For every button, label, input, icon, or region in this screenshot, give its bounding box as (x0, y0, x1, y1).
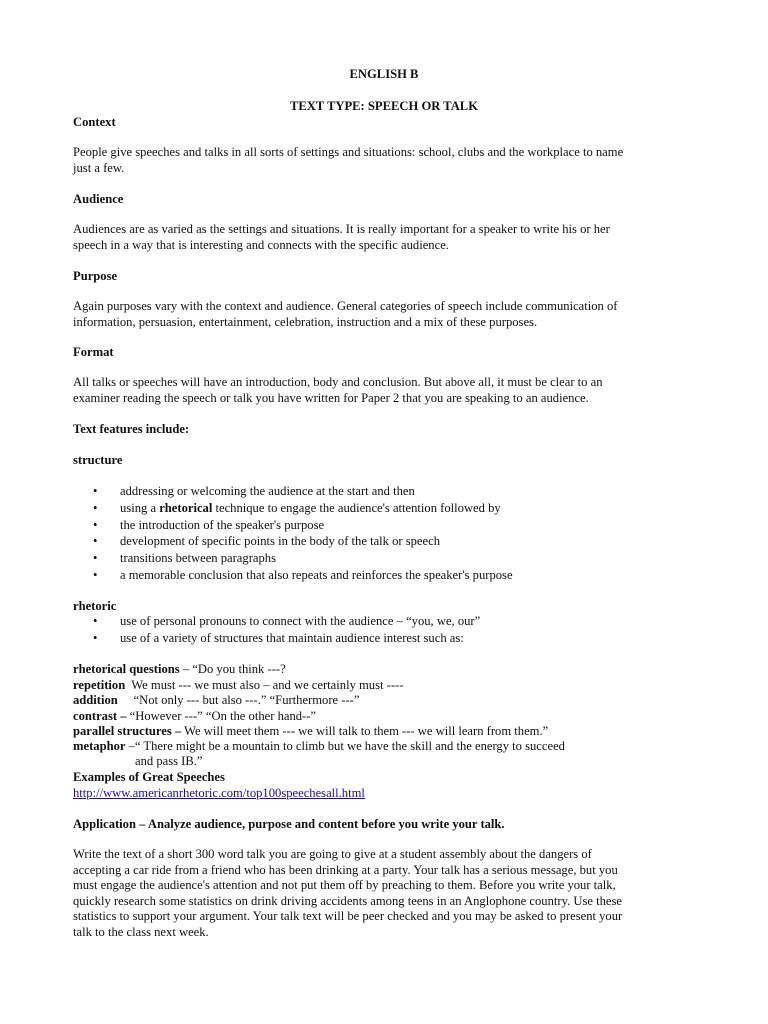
device-addition: addition “Not only --- but also ---.” “Furthermore ---” (73, 693, 360, 707)
list-item: • transitions between paragraphs (93, 551, 276, 566)
bullet-icon: • (93, 500, 98, 515)
device-repetition: repetition We must --- we must also – and we certainly must ---- (73, 678, 404, 692)
application-line: statistics to support your argument. Your talk text will be peer checked and you may be asked to present your (73, 909, 623, 924)
audience-line: Audiences are as varied as the settings and situations. It is really important for a speaker to write his or her (73, 222, 610, 236)
application-line: accepting a car ride from a friend who has been drinking at a party. Your talk has a serious message, but you (73, 862, 618, 877)
text-type-title: TEXT TYPE: SPEECH OR TALK (289, 99, 479, 113)
structure-heading: structure (73, 453, 123, 467)
device-rhetorical-questions: rhetorical questions – “Do you think ---? (73, 662, 286, 676)
rhetoric-heading: rhetoric (73, 599, 117, 613)
bullet-icon: • (93, 517, 98, 532)
purpose-line: information, persuasion, entertainment, celebration, instruction and a mix of these purposes. (73, 314, 538, 329)
rhetoric-list (93, 614, 480, 648)
list-item: • using a rhetorical technique to engage the audience's attention followed by (93, 500, 501, 515)
format-line: examiner reading the speech or talk you have written for Paper 2 that you are speaking to an audience. (73, 390, 589, 405)
device-parallel-structures: parallel structures – We will meet them --- we will talk to them --- we will learn from them.” (73, 724, 549, 738)
application-line: talk to the class next week. (73, 924, 209, 939)
examples-heading: Examples of Great Speeches (73, 770, 225, 784)
list-item: • addressing or welcoming the audience at the start and then (93, 484, 415, 498)
context-paragraph (73, 145, 703, 176)
bullet-icon: • (93, 484, 98, 498)
application-line: quickly research some statistics on drink driving accidents among teens in an Anglophone country. Use these (73, 893, 622, 908)
list-item: • a memorable conclusion that also repeats and reinforces the speaker's purpose (93, 567, 513, 582)
application-line: must engage the audience's attention and not put them off by preaching to them. Before you write your talk, (73, 878, 616, 893)
context-line: just a few. (73, 160, 125, 175)
list-item: • use of a variety of structures that maintain audience interest such as: (93, 630, 464, 645)
list-item: • use of personal pronouns to connect with the audience – “you, we, our” (93, 614, 481, 628)
features-heading: Text features include: (73, 422, 190, 436)
bullet-icon: • (93, 567, 98, 582)
structure-list (93, 484, 513, 585)
format-paragraph (73, 375, 703, 406)
rhetorical-term: rhetorical (159, 500, 213, 515)
purpose-line: Again purposes vary with the context and audience. General categories of speech include communication of (73, 299, 618, 313)
audience-line: speech in a way that is interesting and connects with the specific audience. (73, 237, 449, 252)
format-line: All talks or speeches will have an introduction, body and conclusion. But above all, it must be clear to an (73, 375, 603, 389)
examples-link-wrap (73, 786, 365, 802)
bullet-icon: • (93, 534, 98, 549)
application-heading: Application – Analyze audience, purpose and content before you write your talk. (73, 817, 505, 831)
purpose-paragraph (73, 299, 703, 330)
purpose-heading: Purpose (73, 269, 118, 283)
list-item: • the introduction of the speaker's purpose (93, 517, 325, 532)
course-title: ENGLISH B (349, 67, 419, 81)
context-line: People give speeches and talks in all sorts of settings and situations: school, clubs and the workplace to name (73, 145, 624, 159)
context-heading: Context (73, 115, 116, 129)
device-metaphor: metaphor –“ There might be a mountain to climb but we have the skill and the energy to succeed (73, 739, 565, 753)
application-paragraph (73, 847, 703, 941)
audience-heading: Audience (73, 192, 124, 206)
list-item: • development of specific points in the body of the talk or speech (93, 534, 441, 549)
bullet-icon: • (93, 630, 98, 645)
bullet-icon: • (93, 614, 98, 628)
device-contrast: contrast – “However ---” “On the other hand--” (73, 709, 317, 723)
audience-paragraph (73, 222, 703, 253)
speeches-link[interactable]: http://www.americanrhetoric.com/top100speechesall.html (73, 786, 365, 800)
application-line: Write the text of a short 300 word talk you are going to give at a student assembly about the dangers of (73, 847, 592, 861)
metaphor-continuation: and pass IB.” (135, 754, 203, 768)
bullet-icon: • (93, 551, 98, 566)
format-heading: Format (73, 345, 114, 359)
